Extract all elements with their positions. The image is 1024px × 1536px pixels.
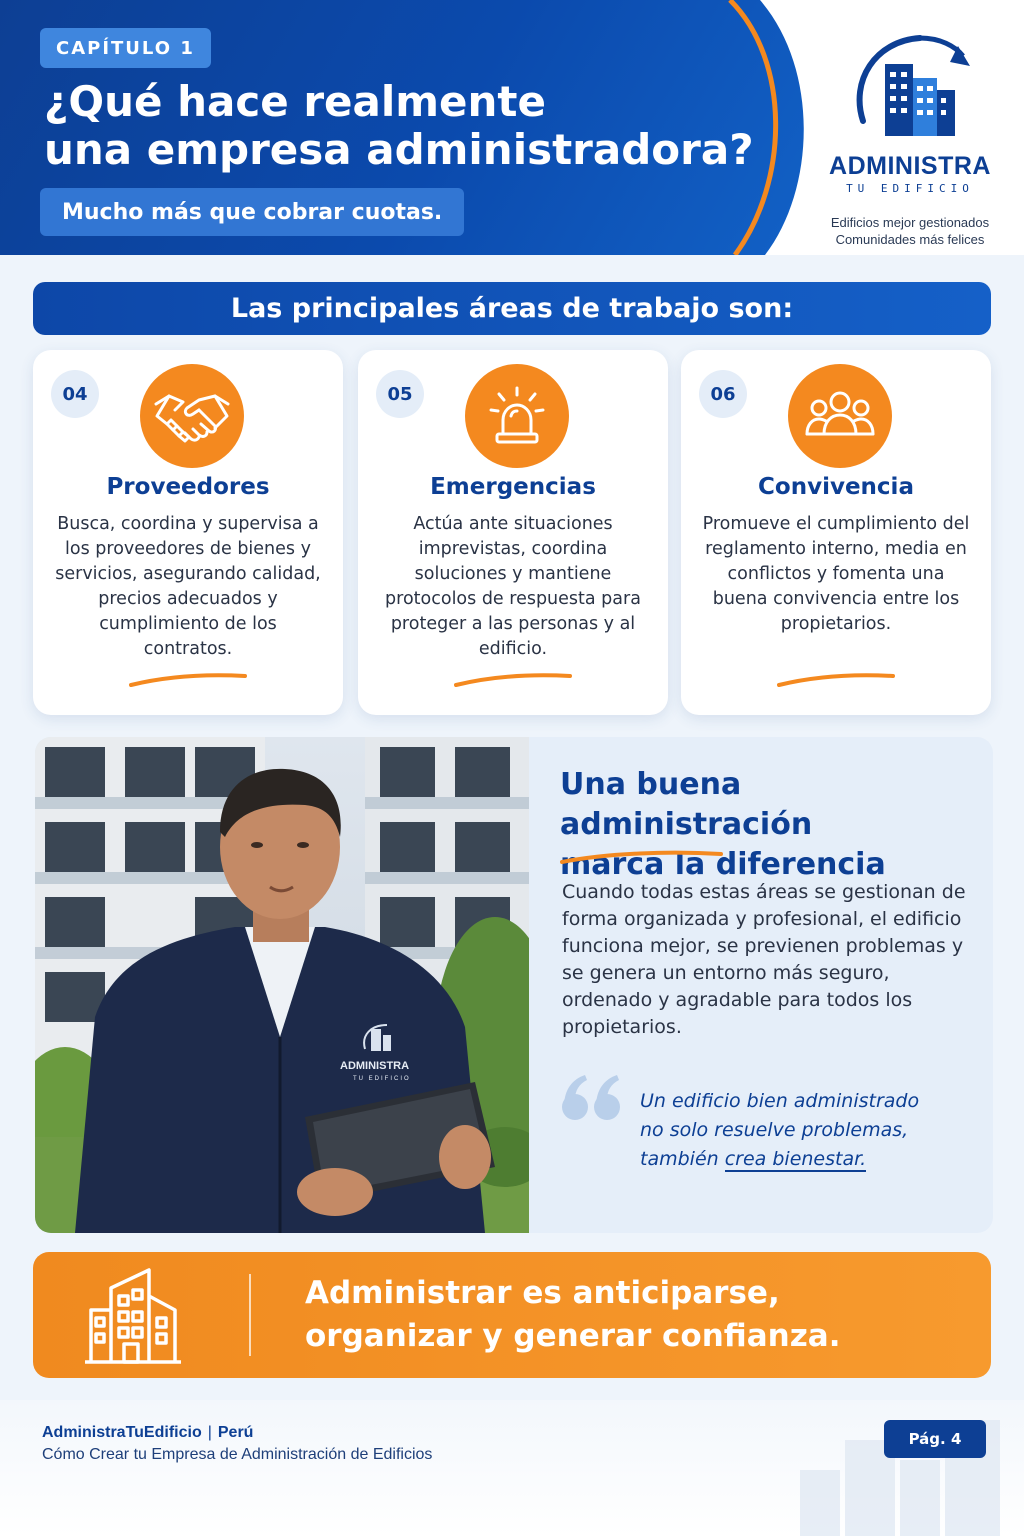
jacket-logo-sub: TU EDIFICIO [353,1076,411,1082]
feature-title-line-2: marca la diferencia [560,847,886,882]
logo-subname: TU EDIFICIO [846,182,974,195]
footer-country: Perú [217,1424,254,1441]
alarm-light-icon [465,364,569,468]
logo-tagline-line-1: Edificios mejor gestionados [830,215,990,230]
area-card-proveedores [33,350,343,715]
footer-separator: | [207,1424,212,1441]
logo-tagline [815,214,1005,248]
card-number: 06 [699,370,747,418]
page-subtitle: Mucho más que cobrar cuotas. [40,188,464,236]
card-description: Promueve el cumplimiento del reglamento interno, media en conflictos y fomenta una buena convivencia entre los propietarios. [702,514,970,634]
page-title-line-2: una empresa administradora? [44,125,754,174]
quote-line-2: no solo resuelve problemas, [640,1119,909,1141]
footer-book-title: Cómo Crear tu Empresa de Administración de Edificios [42,1446,433,1463]
card-title: Emergencias [430,474,596,500]
quote-line-3 [640,1145,970,1174]
page-header [0,0,1024,255]
chapter-badge: CAPÍTULO 1 [40,28,211,68]
feature-section [35,737,993,1233]
card-description: Busca, coordina y supervisa a los proveedores de bienes y servicios, asegurando calidad, precios adecuados y cumplimiento de los contratos. [55,514,321,659]
building-icon [81,1266,185,1366]
quote-line-1: Un edificio bien administrado [640,1090,920,1112]
brand-logo [815,20,1005,247]
closing-statement [305,1272,945,1358]
feature-title-line-1: Una buena administración [560,767,813,842]
page-number-badge: Pág. 4 [884,1420,986,1458]
card-number: 04 [51,370,99,418]
building-arrow-logo-icon [845,26,975,151]
area-card-emergencias [358,350,668,715]
closing-statement-line-2: organizar y generar confianza. [305,1318,841,1354]
handshake-icon [140,364,244,468]
logo-tagline-line-2: Comunidades más felices [835,232,985,247]
page-footer [0,1400,1024,1536]
photo-illustration [35,737,529,1233]
card-number: 05 [376,370,424,418]
administrator-photo [35,737,529,1233]
page-title-line-1: ¿Qué hace realmente [44,77,546,126]
jacket-logo-name: ADMINISTRA [340,1060,410,1072]
banner-divider [249,1274,251,1356]
quote [640,1087,970,1174]
area-card-convivencia [681,350,991,715]
quote-line-3-start: también [640,1148,725,1170]
feature-description: Cuando todas estas áreas se gestionan de forma organizada y profesional, el edificio funciona mejor, se previenen problemas y se genera un entorno más seguro, ordenado y agradable para todos los propietarios. [562,881,966,1038]
people-group-icon [788,364,892,468]
section-heading: Las principales áreas de trabajo son: [33,282,991,335]
card-title: Convivencia [758,474,914,500]
feature-underline-decoration [559,849,724,865]
logo-name: ADMINISTRA [829,152,991,180]
feature-title [560,765,980,885]
card-underline-decoration [776,672,896,688]
page-title [44,78,784,174]
card-title: Proveedores [106,474,270,500]
footer-brand [42,1424,253,1442]
card-underline-decoration [128,672,248,688]
closing-banner [33,1252,991,1378]
card-description: Actúa ante situaciones imprevistas, coordina soluciones y mantiene protocolos de respuesta para proteger a las personas y al edificio. [385,514,641,659]
closing-statement-line-1: Administrar es anticiparse, [305,1275,780,1311]
footer-brand-name: AdministraTuEdificio [42,1424,202,1441]
card-underline-decoration [453,672,573,688]
quote-mark-icon [559,1063,629,1133]
quote-highlight: crea bienestar. [724,1148,867,1170]
